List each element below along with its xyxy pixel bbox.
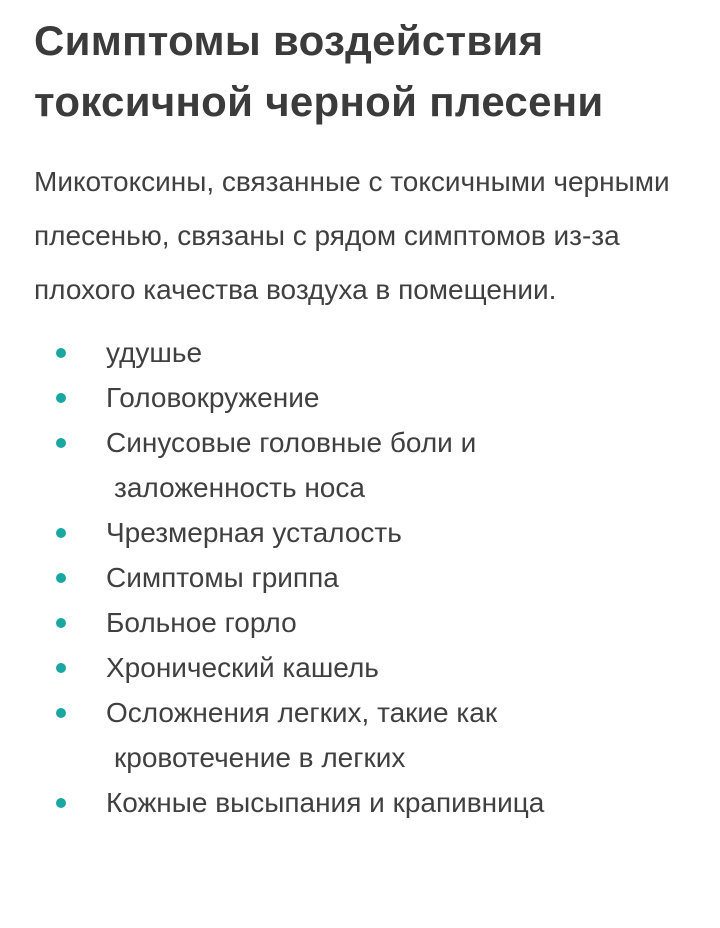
list-item-text: Хронический кашель — [106, 652, 379, 683]
list-item — [34, 780, 666, 825]
list-item — [34, 420, 666, 510]
bullet-icon — [56, 528, 66, 538]
list-item — [34, 510, 666, 555]
list-item-text: удушье — [106, 337, 203, 368]
list-item — [34, 645, 666, 690]
list-item — [34, 330, 666, 375]
list-item-text: Кожные высыпания и крапивница — [106, 787, 545, 818]
list-item-text: Осложнения легких, такие как кровотечение в легких — [106, 697, 498, 773]
list-item — [34, 600, 666, 645]
symptom-list — [34, 330, 694, 825]
list-item — [34, 555, 666, 600]
list-item-text: Симптомы гриппа — [106, 562, 339, 593]
list-item-text: Головокружение — [106, 382, 320, 413]
article — [34, 0, 694, 825]
bullet-icon — [56, 798, 66, 808]
bullet-icon — [56, 663, 66, 673]
bullet-icon — [56, 348, 66, 358]
list-item-text: Синусовые головные боли и заложенность носа — [106, 427, 477, 503]
intro-paragraph: Микотоксины, связанные с токсичными черными плесенью, связаны с рядом симптомов из-за плохого качества воздуха в помещении. — [34, 166, 670, 305]
list-item — [34, 690, 666, 780]
bullet-icon — [56, 438, 66, 448]
list-item-text: Чрезмерная усталость — [106, 517, 402, 548]
bullet-icon — [56, 393, 66, 403]
bullet-icon — [56, 708, 66, 718]
bullet-icon — [56, 573, 66, 583]
list-item-text: Больное горло — [106, 607, 297, 638]
list-item — [34, 375, 666, 420]
bullet-icon — [56, 618, 66, 628]
page-title: Симптомы воздействия токсичной черной плесени — [34, 17, 604, 125]
